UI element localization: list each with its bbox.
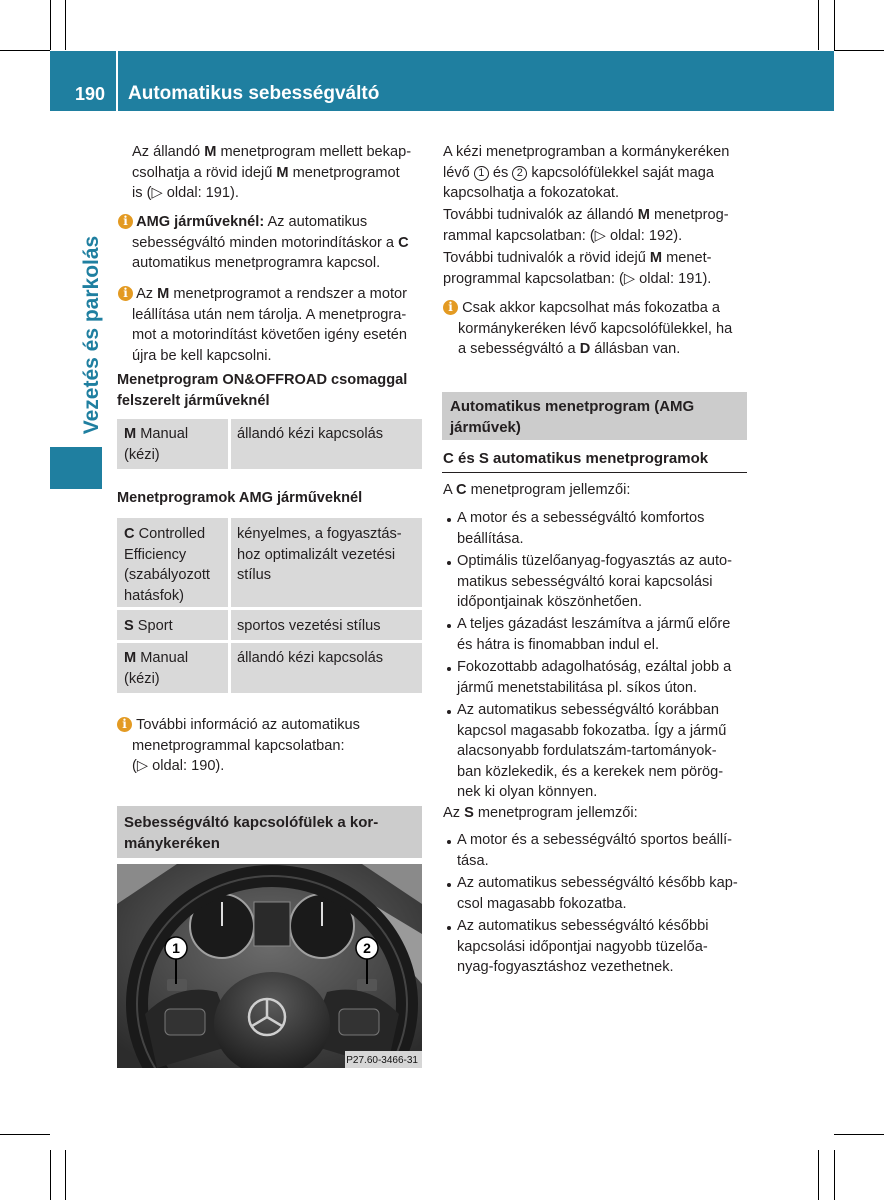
- table-cell-description: állandó kézi kapcsolás: [237, 426, 384, 442]
- list-item: A motor és a sebességváltó sportos beállí- tása.: [457, 832, 732, 869]
- note-more-info: További információ az automatikus menetprogrammal kapcsolatban: (▷ oldal: 190).: [132, 717, 360, 774]
- bullet-dot: [447, 518, 451, 522]
- list-item: A teljes gázadást leszámítva a jármű előre és hátra is finomabban indul el.: [457, 616, 731, 653]
- callout-number-icon: 1: [474, 166, 489, 181]
- table-cell-mode: S Sport: [124, 618, 173, 634]
- table-column-divider: [228, 518, 231, 693]
- table-cell-mode: M Manual (kézi): [124, 426, 189, 463]
- crop-mark: [834, 1150, 835, 1200]
- intro-paragraph: Az állandó M menetprogram mellett bekap- csolhatja a rövid idejű M menetprogramot is (▷ oldal: 191).: [132, 144, 412, 201]
- list-item: Az automatikus sebességváltó később kap- csol magasabb fokozatba.: [457, 875, 738, 912]
- note-d-position: Csak akkor kapcsolhat más fokozatba a kormánykeréken lévő kapcsolófülekkel, ha a sebességváltó a D állásban van.: [458, 300, 733, 357]
- bullet-dot: [447, 883, 451, 887]
- header-divider: [116, 51, 118, 111]
- crop-mark: [818, 0, 819, 50]
- list-item: Optimális tüzelőanyag-fogyasztás az auto- matikus sebességváltó korai kapcsolási időpontjainak köszönhetően.: [457, 553, 732, 610]
- c-program-intro: A C menetprogram jellemzői:: [443, 482, 631, 498]
- figure-code: P27.60-3466-31: [346, 1055, 418, 1066]
- list-item: Az automatikus sebességváltó korábban kapcsol magasabb fokozatba. Így a jármű alacsonyabb fordulatszám-tartományok- ban közlekedik, és a kerekek nem pörög- nek ki olyan könnyen.: [457, 702, 727, 800]
- info-icon: i: [118, 286, 133, 301]
- crop-mark: [834, 1134, 884, 1135]
- table-cell-description: állandó kézi kapcsolás: [237, 650, 384, 666]
- crop-mark: [50, 0, 51, 50]
- callout-1: 1: [172, 940, 180, 956]
- crop-mark: [834, 50, 884, 51]
- chapter-title: Automatikus sebességváltó: [128, 83, 380, 104]
- side-tab-label: Vezetés és parkolás: [80, 235, 103, 435]
- table-row-divider: [117, 607, 422, 610]
- bullet-dot: [447, 926, 451, 930]
- table-cell-description: kényelmes, a fogyasztás- hoz optimalizált vezetési stílus: [237, 526, 402, 583]
- instrument-display: [254, 902, 290, 946]
- heading-amg-programs: Menetprogramok AMG járműveknél: [117, 490, 363, 506]
- list-item: Fokozottabb adagolhatóság, ezáltal jobb a jármű menetstabilitása pl. síkos úton.: [457, 659, 732, 696]
- crop-mark: [65, 0, 66, 50]
- heading-c-s-programs: C és S automatikus menetprogramok: [443, 450, 709, 467]
- bullet-dot: [447, 561, 451, 565]
- crop-mark: [65, 1150, 66, 1200]
- table-cell-description: sportos vezetési stílus: [237, 618, 381, 634]
- crop-mark: [818, 1150, 819, 1200]
- section-heading-paddles: Sebességváltó kapcsolófülek a kor- mánykeréken: [124, 814, 379, 852]
- note-m-program: Az M menetprogramot a rendszer a motor leállítása után nem tárolja. A menetprogra- mot a motorindítást követően igény esetén újra be kell kapcsolni.: [132, 286, 408, 364]
- crop-mark: [0, 50, 50, 51]
- info-icon: i: [118, 214, 133, 229]
- table-row-divider: [117, 640, 422, 643]
- s-program-intro: Az S menetprogram jellemzői:: [443, 805, 638, 821]
- bullet-dot: [447, 624, 451, 628]
- table-cell-mode: M Manual (kézi): [124, 650, 189, 687]
- section-heading-amg: Automatikus menetprogram (AMG járművek): [450, 398, 695, 436]
- steering-wheel-figure: [117, 864, 422, 1068]
- info-icon: i: [117, 717, 132, 732]
- heading-underline: [442, 472, 747, 473]
- bullet-dot: [447, 710, 451, 714]
- callout-2: 2: [363, 940, 371, 956]
- info-icon: i: [443, 300, 458, 315]
- page-number: 190: [75, 84, 106, 104]
- crop-mark: [0, 1134, 50, 1135]
- callout-number-icon: 2: [512, 166, 527, 181]
- paragraph-permanent-m: További tudnivalók az állandó M menetprog- rammal kapcsolatban: (▷ oldal: 192).: [443, 207, 729, 244]
- side-tab-marker: [50, 447, 102, 489]
- paragraph-temporary-m: További tudnivalók a rövid idejű M menet- programmal kapcsolatban: (▷ oldal: 191).: [443, 250, 712, 287]
- bullet-dot: [447, 840, 451, 844]
- table-column-divider: [228, 419, 231, 469]
- list-item: Az automatikus sebességváltó későbbi kapcsolási időpontjai nagyobb tüzelőa- nyag-fogyasztáshoz vezethetnek.: [457, 918, 709, 975]
- paragraph-manual-shifting: A kézi menetprogramban a kormánykeréken lévő 1 és 2 kapcsolófülekkel saját maga kapcsolhatja a fokozatokat.: [443, 144, 730, 201]
- heading-onoffroad: Menetprogram ON&OFFROAD csomaggal felszerelt járműveknél: [117, 372, 408, 409]
- bullet-dot: [447, 667, 451, 671]
- note-amg: AMG járműveknél: Az automatikus sebességváltó minden motorindításkor a C automatikus menetprogramra kapcsol.: [132, 214, 409, 271]
- table-cell-mode: C Controlled Efficiency (szabályozott hatásfok): [124, 526, 210, 604]
- list-item: A motor és a sebességváltó komfortos beállítása.: [457, 510, 705, 547]
- crop-mark: [50, 1150, 51, 1200]
- crop-mark: [834, 0, 835, 50]
